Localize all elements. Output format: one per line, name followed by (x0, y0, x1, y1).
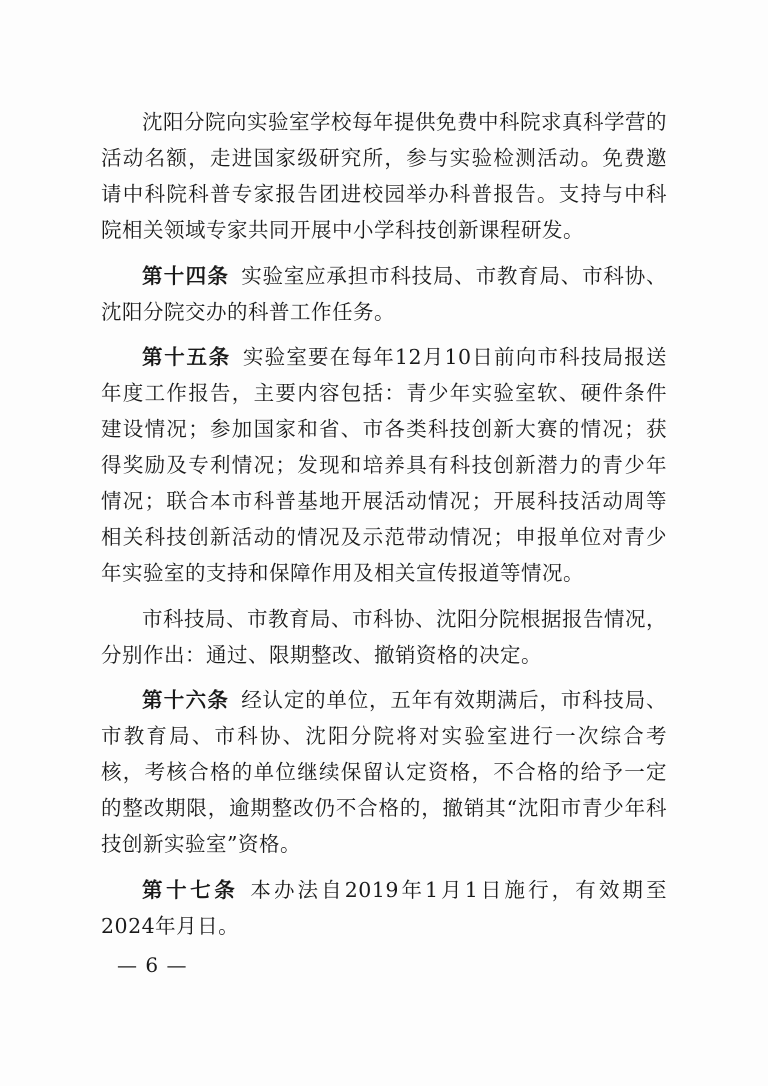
paragraph (101, 104, 667, 248)
article-heading: 第十七条 (142, 877, 239, 902)
paragraph-text: 经认定的单位，五年有效期满后，市科技局、市教育局、市科协、沈阳分院将对实验室进行一次综合考核，考核合格的单位继续保留认定资格，不合格的给予一定的整改期限，逾期整改仍不合格的，撤销其“沈阳市青少年科技创新实验室”资格。 (101, 688, 668, 856)
paragraph-text: 实验室应承担市科技局、市教育局、市科协、沈阳分院交办的科普工作任务。 (101, 263, 668, 324)
paragraph-text: 本办法自2019年1月1日施行，有效期至2024年月日。 (101, 877, 668, 938)
article-17 (101, 872, 667, 944)
article-heading: 第十五条 (142, 345, 231, 369)
article-heading: 第十六条 (142, 688, 230, 712)
page-number: — 6 — (117, 953, 188, 977)
paragraph-text: 沈阳分院向实验室学校每年提供免费中科院求真科学营的活动名额，走进国家级研究所，参与实验检测活动。免费邀请中科院科普专家报告团进校园举办科普报告。支持与中科院相关领域专家共同开展中小学科技创新课程研发。 (101, 110, 667, 242)
article-14 (101, 258, 667, 330)
paragraph-text: 实验室要在每年12月10日前向市科技局报送年度工作报告，主要内容包括：青少年实验室软、硬件条件建设情况；参加国家和省、市各类科技创新大赛的情况；获得奖励及专利情况；发现和培养具有科技创新潜力的青少年情况；联合本市科普基地开展活动情况；开展科技活动周等相关科技创新活动的情况及示范带动情况；申报单位对青少年实验室的支持和保障作用及相关宣传报道等情况。 (101, 345, 668, 585)
paragraph-text: 市科技局、市教育局、市科协、沈阳分院根据报告情况，分别作出：通过、限期整改、撤销资格的决定。 (101, 606, 667, 667)
document-body (101, 104, 667, 953)
paragraph (101, 601, 667, 673)
article-15 (101, 339, 667, 591)
article-16 (101, 682, 667, 862)
article-heading: 第十四条 (142, 263, 230, 288)
